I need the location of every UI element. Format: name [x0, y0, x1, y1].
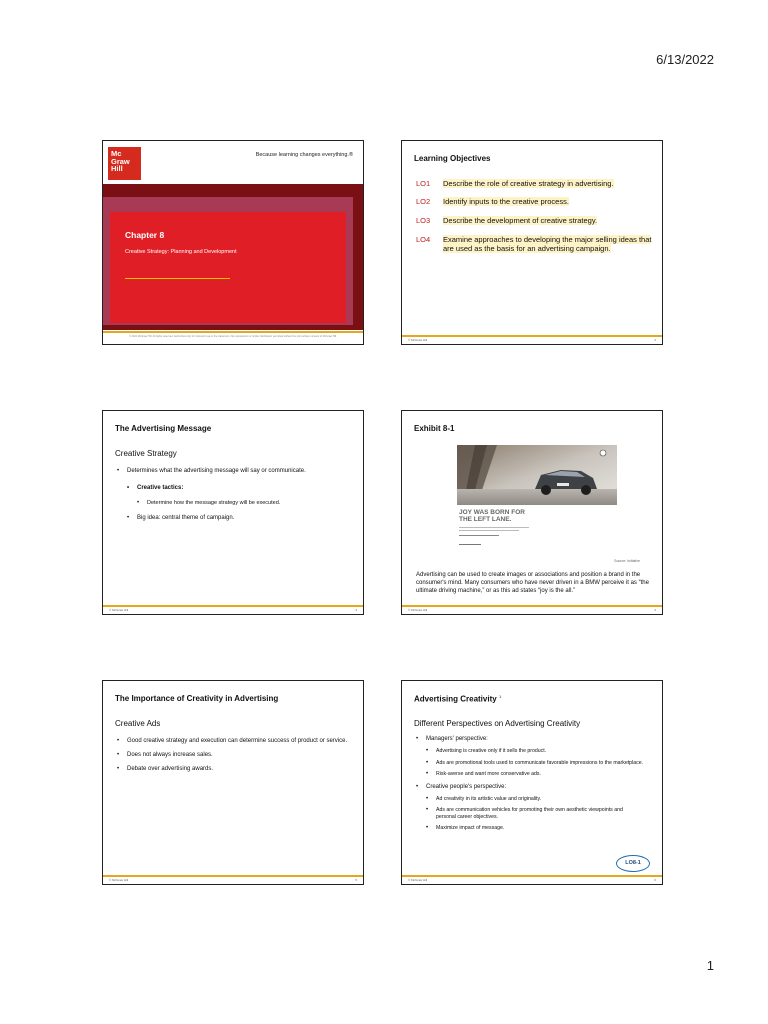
bullet-item: • Risk-averse and want more conservative ads. [426, 771, 654, 778]
bmw-ad-image [457, 445, 617, 505]
slide-footer [402, 875, 662, 884]
red-title-box [110, 212, 346, 323]
ad-fine-print [459, 527, 529, 528]
ad-fine-print [459, 530, 519, 531]
objective-text: Describe the role of creative strategy in advertising. [443, 179, 614, 188]
title-superscript: 1 [498, 694, 502, 699]
objective-code: LO2 [416, 197, 431, 206]
slide-title: The Advertising Message [115, 424, 212, 433]
bullet-item: • Creative tactics: [127, 484, 355, 492]
slide-importance-of-creativity [102, 680, 364, 885]
footer-copyright: © McGraw Hill [109, 878, 129, 882]
bullet-item: • Good creative strategy and execution can determine success of product or service. [117, 737, 355, 745]
bullet-list [117, 467, 355, 522]
objective-item [416, 235, 656, 253]
ad-fine-print [459, 535, 499, 536]
exhibit-caption: Advertising can be used to create images or associations and position a brand in the consumer's mind. Many consumers who have never driven in a BMW perceive it as “the ultimate driving machine,” or as this ad states “joy is the all.” [416, 572, 649, 594]
bullet-item: • Big idea: central theme of campaign. [127, 514, 355, 522]
bullet-item: • Advertising is creative only if it sells the product. [426, 748, 654, 755]
footer-copyright: © McGraw Hill [408, 338, 428, 342]
objective-code: LO1 [416, 179, 431, 188]
chapter-subtitle: Creative Strategy: Planning and Development [125, 249, 237, 255]
objective-text: Describe the development of creative strategy. [443, 216, 598, 225]
slide-title: Advertising Creativity $^1$ [414, 694, 502, 704]
title-underline [125, 278, 230, 279]
slide-advertising-message [102, 410, 364, 615]
bullet-list [416, 735, 654, 832]
bullet-list [117, 737, 355, 773]
slide-footer [103, 605, 363, 614]
slide-header-band [103, 141, 363, 184]
car-photo [457, 445, 617, 505]
footer-copyright: © McGraw Hill [408, 608, 428, 612]
bullet-item: • Does not always increase sales. [117, 751, 355, 759]
objective-text: Examine approaches to developing the major selling ideas that are used as the basis for an advertising campaign. [443, 235, 652, 253]
objective-code: LO3 [416, 216, 431, 225]
footer-copyright: © McGraw Hill [408, 878, 428, 882]
footer-slide-number: 5 [355, 878, 357, 882]
bullet-item: • Maximize impact of message. [426, 825, 654, 832]
image-source: Source: Initiative [614, 559, 640, 563]
slide-footer [103, 875, 363, 884]
slide-advertising-creativity [401, 680, 663, 885]
slide-footer [402, 605, 662, 614]
bullet-item: • Determine how the message strategy will be executed. [137, 499, 355, 507]
bullet-item: • Ad creativity in its artistic value and originality. [426, 796, 654, 803]
chapter-title: Chapter 8 [125, 230, 165, 240]
slide-exhibit [401, 410, 663, 615]
learning-objective-badge: LO8-1 [616, 855, 650, 872]
page-date: 6/13/2022 [656, 52, 714, 67]
bullet-item: • Ads are communication vehicles for promoting their own aesthetic viewpoints and personal career objectives. [426, 807, 624, 820]
slide-subheading: Creative Ads [115, 719, 161, 728]
bullet-item: • Creative people's perspective: [416, 783, 654, 791]
mcgraw-hill-logo: Mc Graw Hill [108, 147, 141, 180]
slide-title: The Importance of Creativity in Advertising [115, 694, 279, 703]
slide-footer [402, 335, 662, 344]
ad-fine-print [459, 544, 481, 545]
bullet-item: • Ads are promotional tools used to communicate favorable impressions to the marketplace. [426, 760, 654, 767]
footer-slide-number: 4 [654, 608, 656, 612]
slide-subheading: Creative Strategy [115, 449, 177, 458]
slide-title: Learning Objectives [414, 154, 491, 163]
objective-item [416, 179, 656, 188]
ad-headline: JOY WAS BORN FOR THE LEFT LANE. [459, 509, 525, 523]
slide-title [102, 140, 364, 345]
slide-subheading: Different Perspectives on Advertising Creativity [414, 719, 581, 728]
objective-item [416, 216, 656, 225]
objective-text: Identify inputs to the creative process. [443, 197, 569, 206]
tagline: Because learning changes everything.® [255, 152, 353, 158]
bullet-item: • Determines what the advertising message will say or communicate. [117, 467, 355, 475]
bullet-item: • Managers' perspective: [416, 735, 654, 743]
footer-slide-number: 2 [654, 338, 656, 342]
footer-copyright: © McGraw Hill [109, 608, 129, 612]
legal-notice: © 2021 McGraw Hill. All rights reserved. Authorized only for instructor use in the classroom. No reproduction or further distribution permitted without the prior written consent of McGraw Hill. [103, 331, 363, 345]
footer-slide-number: 6 [654, 878, 656, 882]
objective-code: LO4 [416, 235, 431, 244]
objective-item [416, 197, 656, 206]
slide-title: Exhibit 8-1 [414, 424, 455, 433]
bullet-item: • Debate over advertising awards. [117, 765, 355, 773]
footer-slide-number: 3 [355, 608, 357, 612]
ad-copy [457, 509, 617, 553]
page-number: 1 [706, 958, 714, 973]
slide-learning-objectives [401, 140, 663, 345]
